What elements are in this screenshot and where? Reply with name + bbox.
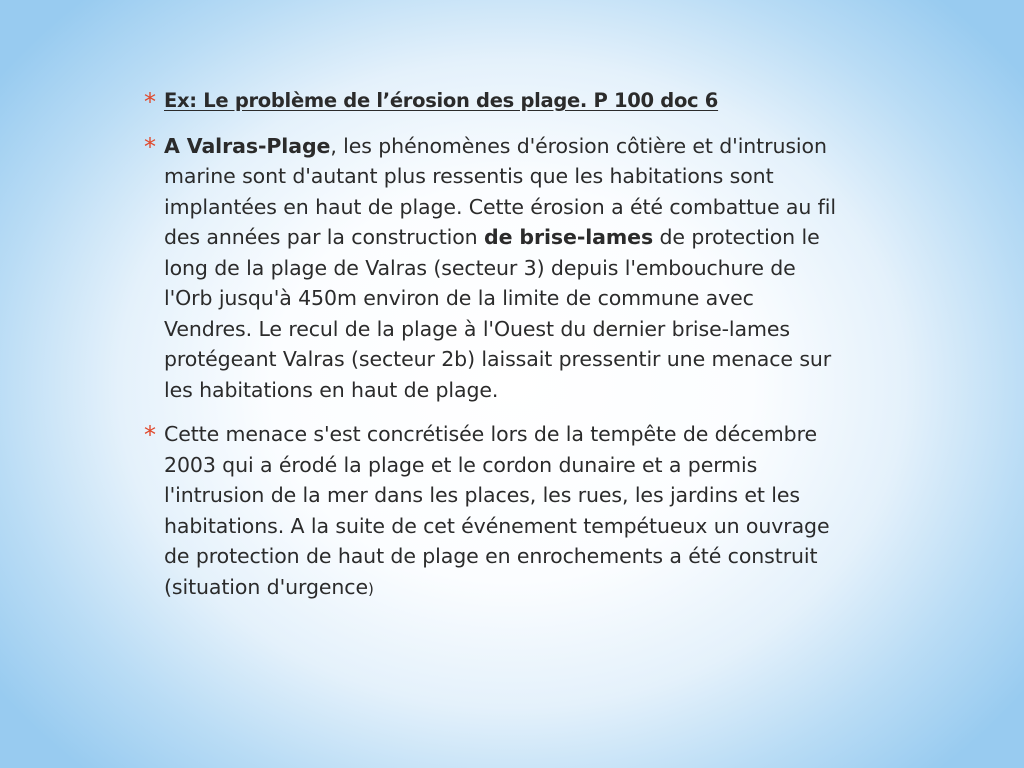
asterisk-bullet-icon: * (144, 132, 156, 161)
bullet-paragraph-tempete (164, 419, 844, 604)
bullet-list (144, 86, 844, 618)
bold-term-brise-lames: de brise-lames (484, 225, 654, 249)
bullet-item-heading (144, 86, 844, 117)
bullet-item-valras (144, 131, 844, 406)
bold-lead-valras-plage: A Valras-Plage (164, 133, 331, 158)
closing-parenthesis: ) (367, 579, 374, 598)
asterisk-bullet-icon: * (144, 421, 156, 449)
paragraph-text-tempete: Cette menace s'est concrétisée lors de la tempête de décembre 2003 qui a érodé la plage et le cordon dunaire et a permis l'intrusion de la mer dans les places, les rues, les jardins et les habitations. A la suite de cet événement tempétueux un ouvrage de protection de haut de plage en enrochements a été construit (situation d'urgence (164, 422, 830, 599)
bullet-item-tempete (144, 419, 844, 604)
paragraph-text-part-2: de protection le long de la plage de Valras (secteur 3) depuis l'embouchure de l'Orb jusqu'à 450m environ de la limite de commune avec Vendres. Le recul de la plage à l'Ouest du dernier brise-lames protégeant Valras (secteur 2b) laissait pressentir une menace sur les habitations en haut de plage. (164, 225, 832, 402)
slide-heading: Ex: Le problème de l’érosion des plage. P 100 doc 6 (164, 89, 719, 112)
asterisk-bullet-icon: * (144, 88, 156, 116)
bullet-paragraph-valras (164, 131, 844, 406)
paragraph-text-part-1: , les phénomènes d'érosion côtière et d'intrusion marine sont d'autant plus ressentis que les habitations sont implantées en haut de plage. Cette érosion a été combattue au fil des années par la construction (164, 133, 836, 249)
